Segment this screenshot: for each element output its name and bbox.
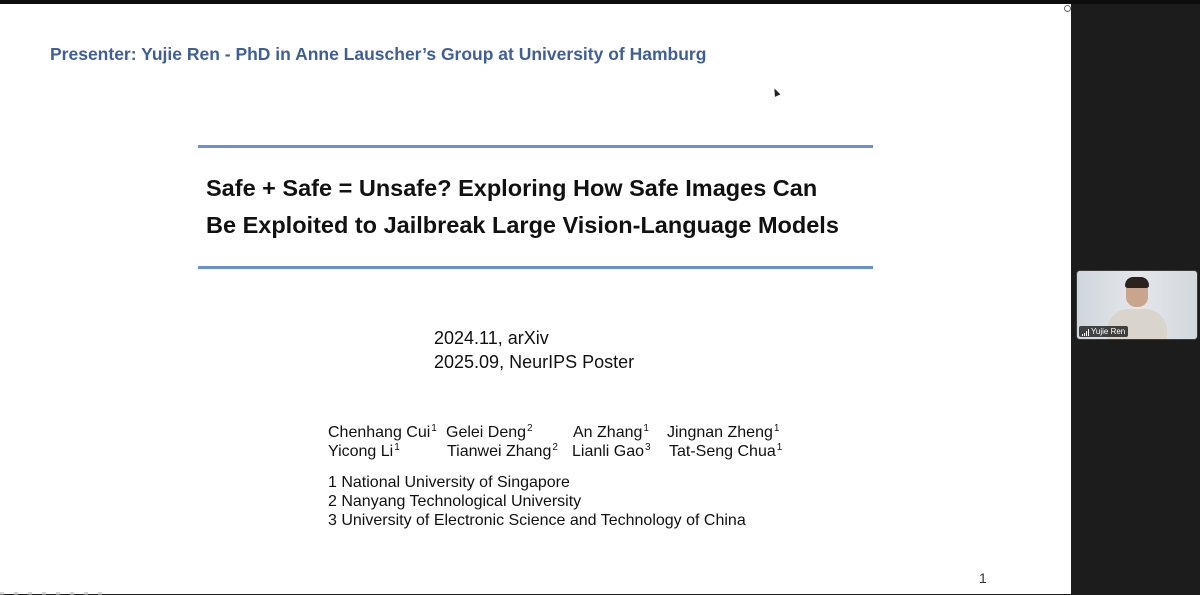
venue-arxiv: 2024.11, arXiv: [434, 328, 549, 348]
paper-title-line-1: Safe + Safe = Unsafe? Exploring How Safe Images Can: [206, 175, 818, 201]
presenter-heading: Presenter: Yujie Ren - PhD in Anne Lauscher’s Group at University of Hamburg: [50, 44, 707, 64]
mouse-cursor-icon: [772, 87, 781, 97]
affiliation: 2 Nanyang Technological University: [328, 493, 582, 510]
paper-title-line-2: Be Exploited to Jailbreak Large Vision-Language Models: [206, 212, 839, 238]
title-rule-bottom: [198, 266, 873, 269]
signal-strength-icon: [1082, 329, 1089, 336]
title-rule-top: [198, 145, 873, 148]
status-dot-icon: [1064, 5, 1071, 12]
author: Jingnan Zheng$^1$: [667, 423, 780, 441]
author: An Zhang$^1$: [573, 423, 649, 441]
participant-name: Yujie Ren: [1091, 327, 1126, 336]
author: Chenhang Cui$^1$: [328, 423, 437, 441]
author: Tat-Seng Chua$^1$: [669, 442, 783, 460]
participant-video-tile[interactable]: [1076, 270, 1198, 340]
affiliation: 1 National University of Singapore: [328, 474, 570, 491]
author: Lianli Gao$^3$: [572, 442, 651, 460]
author: Gelei Deng$^2$: [446, 423, 533, 441]
slide-page-number: 1: [979, 570, 987, 586]
shared-slide: [0, 4, 1071, 594]
author: Yicong Li$^1$: [328, 442, 400, 460]
affiliation: 3 University of Electronic Science and Technology of China: [328, 512, 746, 529]
venue-neurips: 2025.09, NeurIPS Poster: [434, 352, 635, 372]
participant-name-tag: [1079, 326, 1128, 337]
author: Tianwei Zhang$^2$: [447, 442, 558, 460]
participant-hair: [1125, 277, 1149, 288]
paper-title: [206, 170, 839, 244]
